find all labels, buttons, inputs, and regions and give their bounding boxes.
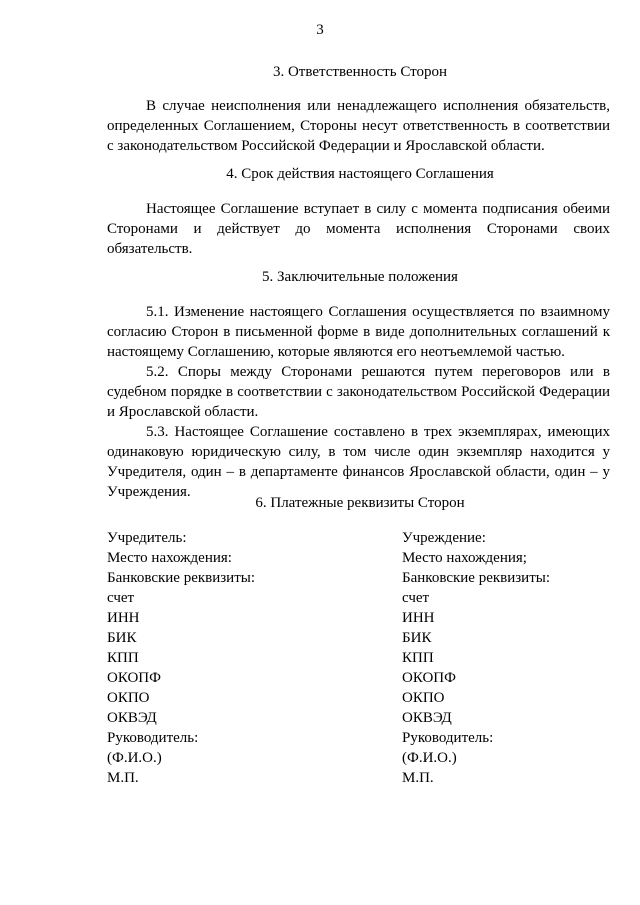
founder-okved: ОКВЭД [107, 710, 157, 726]
institution-location: Место нахождения; [402, 550, 527, 566]
section-6-title: 6. Платежные реквизиты Сторон [255, 495, 465, 511]
institution-bank-details: Банковские реквизиты: [402, 570, 551, 586]
institution-head: Руководитель: [402, 730, 494, 746]
founder-location: Место нахождения: [107, 550, 232, 566]
founder-requisites [107, 528, 255, 788]
section-3-title: 3. Ответственность Сторон [272, 64, 448, 80]
institution-okpo: ОКПО [402, 690, 445, 706]
founder-inn: ИНН [107, 610, 140, 626]
section-5-title: 5. Заключительные положения [262, 269, 458, 285]
founder-okopf: ОКОПФ [107, 670, 161, 686]
founder-bank-details: Банковские реквизиты: [107, 570, 256, 586]
founder-head: Руководитель: [107, 730, 199, 746]
section-4-text: Настоящее Соглашение вступает в силу с момента подписания обеими Сторонами и действует до момента исполнения Сторонами своих обязательств. [107, 201, 610, 257]
institution-fio: (Ф.И.О.) [402, 750, 457, 766]
founder-okpo: ОКПО [107, 690, 150, 706]
founder-label: Учредитель: [107, 530, 187, 546]
section-3-text: В случае неисполнения или ненадлежащего исполнения обязательств, определенных Соглашением, Стороны несут ответственность в соответствии с законодательством Российской Федерации и Ярославской области. [107, 98, 610, 154]
institution-label: Учреждение: [402, 530, 486, 546]
founder-bik: БИК [107, 630, 137, 646]
section-5-paragraph-3: 5.3. Настоящее Соглашение составлено в трех экземплярах, имеющих одинаковую юридическую силу, в том числе один экземпляр находится у Учредителя, один – в департаменте финансов Ярославской области, один – у Учреждения. [107, 424, 610, 500]
institution-account: счет [402, 590, 430, 606]
section-4-title: 4. Срок действия настоящего Соглашения [226, 166, 494, 182]
founder-stamp: М.П. [107, 770, 139, 786]
institution-okved: ОКВЭД [402, 710, 452, 726]
founder-account: счет [107, 590, 135, 606]
page-number: 3 [316, 22, 324, 38]
institution-kpp: КПП [402, 650, 434, 666]
institution-bik: БИК [402, 630, 432, 646]
founder-kpp: КПП [107, 650, 139, 666]
institution-inn: ИНН [402, 610, 435, 626]
institution-stamp: М.П. [402, 770, 434, 786]
section-5-paragraph-1: 5.1. Изменение настоящего Соглашения осуществляется по взаимному согласию Сторон в письменной форме в виде дополнительных соглашений к настоящему Соглашению, которые являются его неотъемлемой частью. [107, 304, 610, 360]
section-5-paragraph-2: 5.2. Споры между Сторонами решаются путем переговоров или в судебном порядке в соответствии с законодательством Российской Федерации и Ярославской области. [107, 364, 610, 420]
founder-fio: (Ф.И.О.) [107, 750, 162, 766]
institution-requisites [402, 528, 550, 788]
institution-okopf: ОКОПФ [402, 670, 456, 686]
